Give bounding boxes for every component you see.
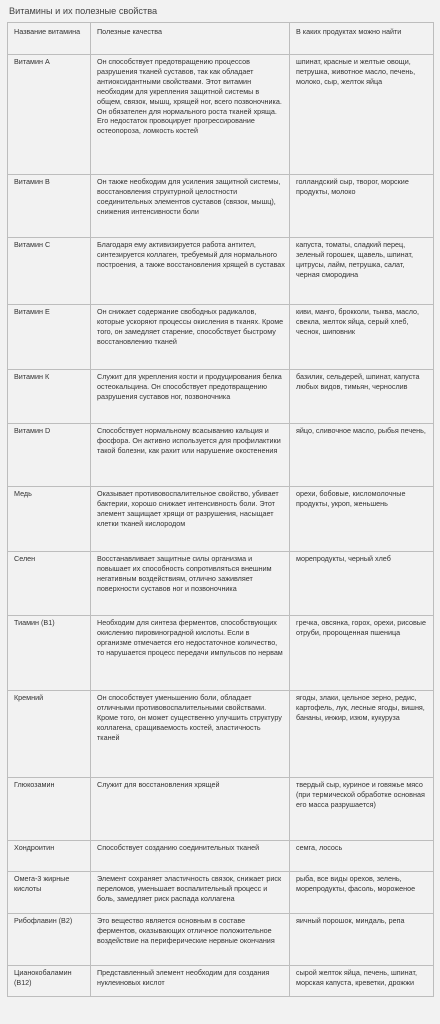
benefits-cell: Восстанавливает защитные силы организма и повышает их способность сопротивляться внешним негативным воздействиям, отлично заживляет поверхности суставов ног и позвоночника [91, 552, 290, 616]
table-row [8, 872, 434, 914]
vitamin-name-cell: Омега-3 жирные кислоты [8, 872, 91, 914]
table-row [8, 691, 434, 778]
vitamin-name-cell: Рибофлавин (В2) [8, 914, 91, 966]
sources-cell: морепродукты, черный хлеб [290, 552, 434, 616]
vitamin-name-cell: Тиамин (В1) [8, 616, 91, 691]
table-row [8, 238, 434, 305]
vitamin-name-cell: Медь [8, 487, 91, 552]
table-row [8, 175, 434, 238]
sources-cell: сырой желток яйца, печень, шпинат, морская капуста, креветки, дрожжи [290, 966, 434, 997]
benefits-cell: Элемент сохраняет эластичность связок, снижает риск переломов, уменьшает воспалительный процесс и боль, замедляет риск распада коллагена [91, 872, 290, 914]
benefits-cell: Он снижает содержание свободных радикалов, которые ускоряют процессы окисления в тканях. Кроме того, он замедляет старение, способствует быстрому восстановлению тканей [91, 305, 290, 370]
sources-cell: киви, манго, брокколи, тыква, масло, свекла, желток яйца, серый хлеб, чеснок, шиповник [290, 305, 434, 370]
benefits-cell: Представленный элемент необходим для создания нуклеиновых кислот [91, 966, 290, 997]
vitamin-name-cell: Витамин А [8, 55, 91, 175]
sources-cell: орехи, бобовые, кисломолочные продукты, укроп, женьшень [290, 487, 434, 552]
sources-cell: голландский сыр, творог, морские продукты, молоко [290, 175, 434, 238]
header-sources: В каких продуктах можно найти [290, 23, 434, 55]
table-row [8, 841, 434, 872]
benefits-cell: Способствует созданию соединительных тканей [91, 841, 290, 872]
vitamin-name-cell: Цианокобаламин (В12) [8, 966, 91, 997]
table-row [8, 424, 434, 487]
sources-cell: рыба, все виды орехов, зелень, морепродукты, фасоль, мороженое [290, 872, 434, 914]
sources-cell: яичный порошок, миндаль, репа [290, 914, 434, 966]
table-row [8, 305, 434, 370]
table-row [8, 966, 434, 997]
sources-cell: базилик, сельдерей, шпинат, капуста любых видов, тимьян, чернослив [290, 370, 434, 424]
benefits-cell: Он также необходим для усиления защитной системы, восстановления структурной целостности соединительных элементов суставов (связок, мышц), снижения интенсивности боли [91, 175, 290, 238]
vitamin-name-cell: Селен [8, 552, 91, 616]
sources-cell: твердый сыр, куриное и говяжье мясо (при термической обработке основная его масса разрушается) [290, 778, 434, 841]
sources-cell: яйцо, сливочное масло, рыбья печень, [290, 424, 434, 487]
benefits-cell: Способствует нормальному всасыванию кальция и фосфора. Он активно используется для профилактики такой болезни, как рахит или нарушение окостенения [91, 424, 290, 487]
benefits-cell: Служит для восстановления хрящей [91, 778, 290, 841]
table-row [8, 616, 434, 691]
sources-cell: шпинат, красные и желтые овощи, петрушка, животное масло, печень, молоко, сыр, желток яйца [290, 55, 434, 175]
benefits-cell: Оказывает противовоспалительное свойство, убивает бактерии, хорошо снижает интенсивность боли. Этот элемент защищает хрящи от разрушения, насыщает клетки тканей кислородом [91, 487, 290, 552]
benefits-cell: Благодаря ему активизируется работа антител, синтезируется коллаген, требуемый для нормального построения, а также восстановления хрящей в суставах [91, 238, 290, 305]
table-row [8, 778, 434, 841]
vitamin-name-cell: Витамин С [8, 238, 91, 305]
sources-cell: ягоды, злаки, цельное зерно, редис, картофель, лук, лесные ягоды, вишня, бананы, инжир, изюм, кукуруза [290, 691, 434, 778]
benefits-cell: Служит для укрепления кости и продуцирования белка остеокальцина. Он способствует предотвращению разрушения суставов ног, позвоночника [91, 370, 290, 424]
vitamin-name-cell: Витамин К [8, 370, 91, 424]
vitamins-table [7, 22, 434, 997]
vitamin-name-cell: Кремний [8, 691, 91, 778]
sources-cell: семга, лосось [290, 841, 434, 872]
vitamin-name-cell: Витамин Е [8, 305, 91, 370]
header-benefits: Полезные качества [91, 23, 290, 55]
table-row [8, 914, 434, 966]
table-row [8, 552, 434, 616]
benefits-cell: Он способствует уменьшению боли, обладает отличными противовоспалительными свойствами. Кроме того, он может существенно улучшить структуру коллагена, сращиваемость костей, эластичность тканей [91, 691, 290, 778]
table-row [8, 487, 434, 552]
benefits-cell: Он способствует предотвращению процессов разрушения тканей суставов, так как обладает антиоксидантными свойствами. Этот витамин необходим для укрепления защитной системы в общем, связок, мышц, хрящей ног, всего позвоночника. Он обязателен для нормального роста тканей хряща. Его недостаток провоцирует прогрессирование остеопороза, ломкость костей [91, 55, 290, 175]
sources-cell: гречка, овсянка, горох, орехи, рисовые отруби, пророщенная пшеница [290, 616, 434, 691]
sources-cell: капуста, томаты, сладкий перец, зеленый горошек, щавель, шпинат, цитрусы, лайм, петрушка, салат, черная смородина [290, 238, 434, 305]
vitamin-name-cell: Витамин В [8, 175, 91, 238]
page-title: Витамины и их полезные свойства [9, 6, 158, 16]
table-row [8, 370, 434, 424]
vitamin-name-cell: Глюкозамин [8, 778, 91, 841]
header-vitamin-name: Название витамина [8, 23, 91, 55]
table-row [8, 55, 434, 175]
table-header-row [8, 23, 434, 55]
vitamin-name-cell: Витамин D [8, 424, 91, 487]
benefits-cell: Это вещество является основным в составе ферментов, оказывающих отличное положительное воздействие на периферические нервные окончания [91, 914, 290, 966]
benefits-cell: Необходим для синтеза ферментов, способствующих окислению пировиноградной кислоты. Если в организме отмечается его недостаточное количество, то нарушается процесс передачи импульсов по нервам [91, 616, 290, 691]
vitamin-name-cell: Хондроитин [8, 841, 91, 872]
